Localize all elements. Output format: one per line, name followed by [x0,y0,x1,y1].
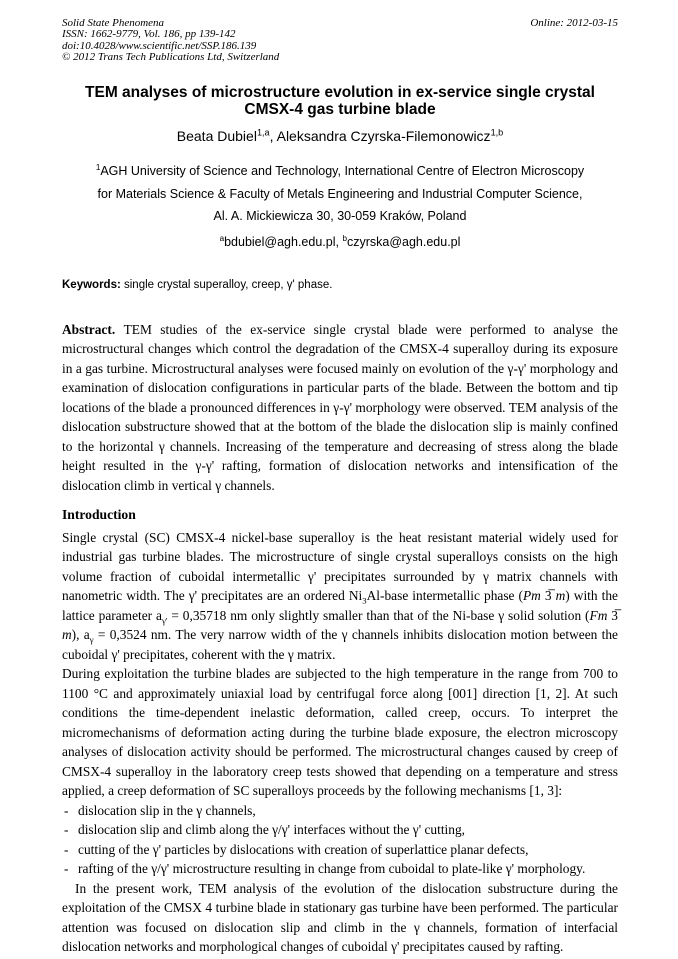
copyright-line: © 2012 Trans Tech Publications Ltd, Switzerland [62,50,280,63]
affiliation-line-2: for Materials Science & Faculty of Metals Engineering and Industrial Computer Science, [97,186,583,201]
bullet-marker: - [64,841,69,857]
affiliation-line-1: $^1$AGH University of Science and Technology, International Centre of Electron Microscopy [95,163,585,179]
bullet-item [62,801,618,821]
abstract-paragraph: Abstract. TEM studies of the ex-service single crystal blade were performed to analyse the microstructural changes which control the degradation of the CMSX-4 superalloy during its exposure in a gas turbine. Microstructural analyses were focused mainly on evolution of the γ-γ' morphology and examination of dislocation configurations in particular parts of the blade. Between the bottom and tip locations of the blade a pronounced differences in γ-γ' morphology were observed. TEM analysis of the dislocation substructure showed that at the bottom of the blade the dislocation slip is mainly confined to the horizontal γ channels. Increasing of the temperature and decreasing of stress along the blade height resulted in the γ-γ' rafting, formation of dislocation networks and intensification of the dislocation climb in vertical γ channels. [62,321,618,493]
bullet-marker: - [64,802,69,818]
keywords-line: Keywords: single crystal superalloy, creep, γ' phase. [62,278,333,291]
paper-title-line-2: CMSX-4 gas turbine blade [244,101,436,119]
intro-paragraph-3: In the present work, TEM analysis of the evolution of the dislocation substructure during the exploitation of the CMSX 4 turbine blade in stationary gas turbine have been performed. The particular attention was focused on dislocation slip and climb in the γ channels, formation of interfacial dislocation networks and morphological changes of cuboidal γ' precipitates caused by rafting. [62,880,618,955]
bullet-marker: - [64,861,69,877]
mechanism-bullet-list [62,801,618,879]
bullet-text: dislocation slip and climb along the γ/γ' interfaces without the γ' cutting, [78,822,466,838]
bullet-marker: - [64,822,69,838]
affiliation-block [62,160,618,228]
journal-header-left [62,18,279,63]
online-date: Online: 2012-03-15 [530,17,618,29]
bullet-text: cutting of the γ' particles by dislocations with creation of superlattice planar defects, [78,841,529,857]
bullet-item [62,840,618,860]
paper-title [62,84,618,118]
bullet-text: dislocation slip in the γ channels, [78,802,256,818]
authors-line: Beata Dubiel$^{1,a}$, Aleksandra Czyrska-Filemonowicz$^{1,b}$ [176,127,504,145]
introduction-heading: Introduction [62,507,136,523]
bullet-text: rafting of the γ/γ' microstructure resulting in change from cuboidal to plate-like γ' morphology. [78,861,586,877]
affiliation-line-3: Al. A. Mickiewicza 30, 30-059 Kraków, Poland [213,209,467,224]
doi-line: doi:10.4028/www.scientific.net/SSP.186.139 [62,39,257,52]
intro-paragraph-2: During exploitation the turbine blades are subjected to the high temperature in the range from 700 to 1100 °C and approximately uniaxial load by centrifugal force along [001] direction [1, 2]. At such conditions the time-dependent inelastic deformation, called creep, occurs. To interpret the micromechanisms of deformation acting during the turbine blade exposure, the electron microscopy analyses of dislocation activity should be performed. The microstructural changes caused by creep of CMSX-4 superalloy in the laboratory creep tests showed that depending on a temperature and stress applied, a creep deformation of SC superalloys proceeds by the following mechanisms [1, 3]: [62,666,618,799]
paper-title-line-1: TEM analyses of microstructure evolution in ex-service single crystal [85,84,595,102]
bullet-item [62,820,618,840]
journal-header [62,18,618,63]
issn-line: ISSN: 1662-9779, Vol. 186, pp 139-142 [62,28,236,41]
intro-paragraph-1: Single crystal (SC) CMSX-4 nickel-base superalloy is the heat resistant material widely used for industrial gas turbine blades. The microstructure of single crystal superalloys consists on the high volume fraction of cuboidal intermetallic γ' precipitates surrounded by γ matrix channels with nanometric width. The γ' precipitates are an ordered $Ni_3Al$-base intermetallic phase (Pm 3̅ m) with the lattice parameter $a_{\gamma'} = 0,35718$ nm only slightly smaller than that of the Ni-base γ solid solution (Fm 3̅ m), $a_\gamma = 0,3524$ nm. The very narrow width of the γ channels inhibits dislocation motion between the cuboidal γ' precipitates, coherent with the γ matrix. [62,529,618,662]
author-emails: $^a$bdubiel@agh.edu.pl, $^b$czyrska@agh.edu.pl [219,233,461,249]
bullet-item [62,859,618,879]
journal-name: Solid State Phenomena [62,17,165,29]
